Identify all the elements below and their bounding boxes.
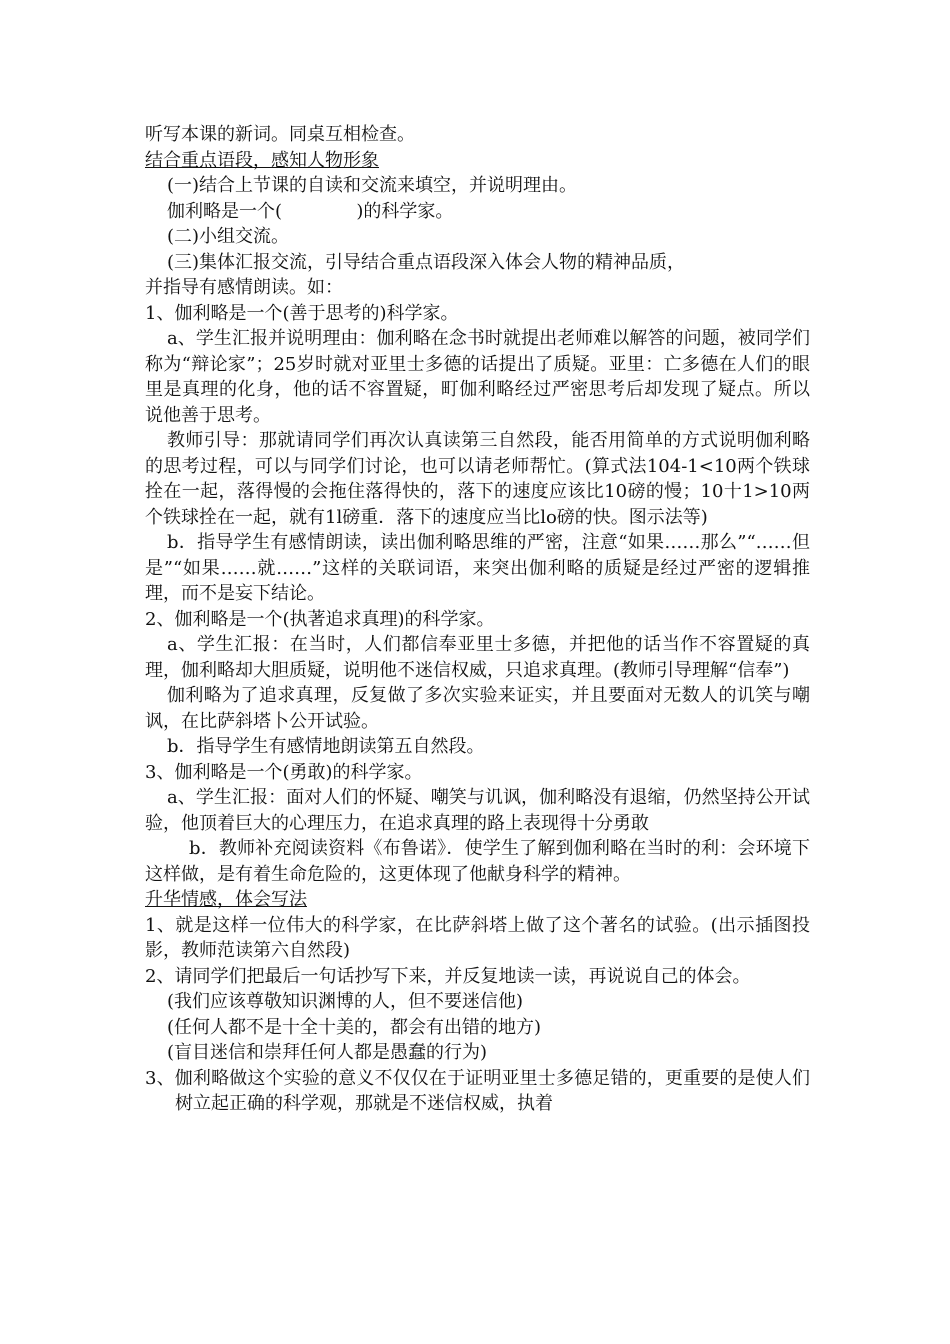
text-line: 1、伽利略是一个(善于思考的)科学家。 xyxy=(145,302,459,324)
paragraph: a、学生汇报并说明理由：伽利略在念书时就提出老师难以解答的问题，被同学们称为“辩论家”；25岁时就对亚里士多德的话提出了质疑。亚里：亡多德在人们的眼里是真理的化身，他的话不容置疑，町伽利略经过严密思考后却发现了疑点。所以说他善于思考。 xyxy=(145,328,810,426)
section-heading: 结合重点语段，感知人物形象 xyxy=(145,149,379,171)
section-heading: 升华情感，体会写法 xyxy=(145,889,307,910)
text-line: (盲目迷信和崇拜任何人都是愚蠢的行为) xyxy=(167,1042,488,1063)
text-line: 2、伽利略是一个(执著追求真理)的科学家。 xyxy=(145,608,495,630)
text-line: 3、伽利略是一个(勇敢)的科学家。 xyxy=(145,761,423,783)
paragraph: b．指导学生有感情朗读，读出伽利略思维的严密，注意“如果……那么”“……但是”“如果……就……”这样的关联词语，来突出伽利略的质疑是经过严密的逻辑推理，而不是妄下结论。 xyxy=(145,532,810,604)
paragraph: 教师引导：那就请同学们再次认真读第三自然段，能否用简单的方式说明伽利略的思考过程，可以与同学们讨论，也可以请老师帮忙。(算式法104-1<10两个铁球拴在一起，落得慢的会拖住落得快的，落下的速度应该比10磅的慢；10十1>10两个铁球拴在一起，就有1l磅重．落下的速度应当比lo磅的快。图示法等) xyxy=(145,430,810,528)
paragraph: 1、就是这样一位伟大的科学家，在比萨斜塔上做了这个著名的试验。(出示插图投影，教师范读第六自然段) xyxy=(145,914,810,961)
text-line: b．指导学生有感情地朗读第五自然段。 xyxy=(167,736,485,757)
text-line: (任何人都不是十全十美的，都会有出错的地方) xyxy=(167,1016,542,1038)
paragraph: b．教师补充阅读资料《布鲁诺》．使学生了解到伽利略在当时的利：会环境下这样做，是有着生命危险的，这更体现了他献身科学的精神。 xyxy=(145,838,810,885)
text-line: 伽利略是一个( )的科学家。 xyxy=(167,200,454,222)
text-line: (三)集体汇报交流，引导结合重点语段深入体会人物的精神品质， xyxy=(167,251,686,273)
document-body xyxy=(145,122,810,1117)
paragraph: 伽利略为了追求真理，反复做了多次实验来证实，并且要面对无数人的讥笑与嘲讽，在比萨斜塔卜公开试验。 xyxy=(145,685,810,732)
paragraph: 3、伽利略做这个实验的意义不仅仅在于证明亚里士多德足错的，更重要的是使人们树立起正确的科学观，那就是不迷信权威，执着 xyxy=(145,1067,810,1114)
text-line: (一)结合上节课的自读和交流来填空，并说明理由。 xyxy=(167,175,578,196)
text-line: (二)小组交流。 xyxy=(167,226,290,247)
text-line: 并指导有感情朗读。如： xyxy=(145,277,343,298)
text-line: (我们应该尊敬知识渊博的人，但不要迷信他) xyxy=(167,991,524,1012)
paragraph: a、学生汇报：面对人们的怀疑、嘲笑与讥讽，伽利略没有退缩，仍然坚持公开试验，他顶着巨大的心理压力，在追求真理的路上表现得十分勇敢 xyxy=(145,787,810,834)
paragraph: 2、请同学们把最后一句话抄写下来，并反复地读一读，再说说自己的体会。 xyxy=(145,965,751,987)
paragraph: a、学生汇报：在当时，人们都信奉亚里士多德，并把他的话当作不容置疑的真理，伽利略却大胆质疑，说明他不迷信权威，只追求真理。(教师引导理解“信奉”) xyxy=(145,634,810,681)
text-line: 听写本课的新词。同桌互相检查。 xyxy=(145,124,415,145)
